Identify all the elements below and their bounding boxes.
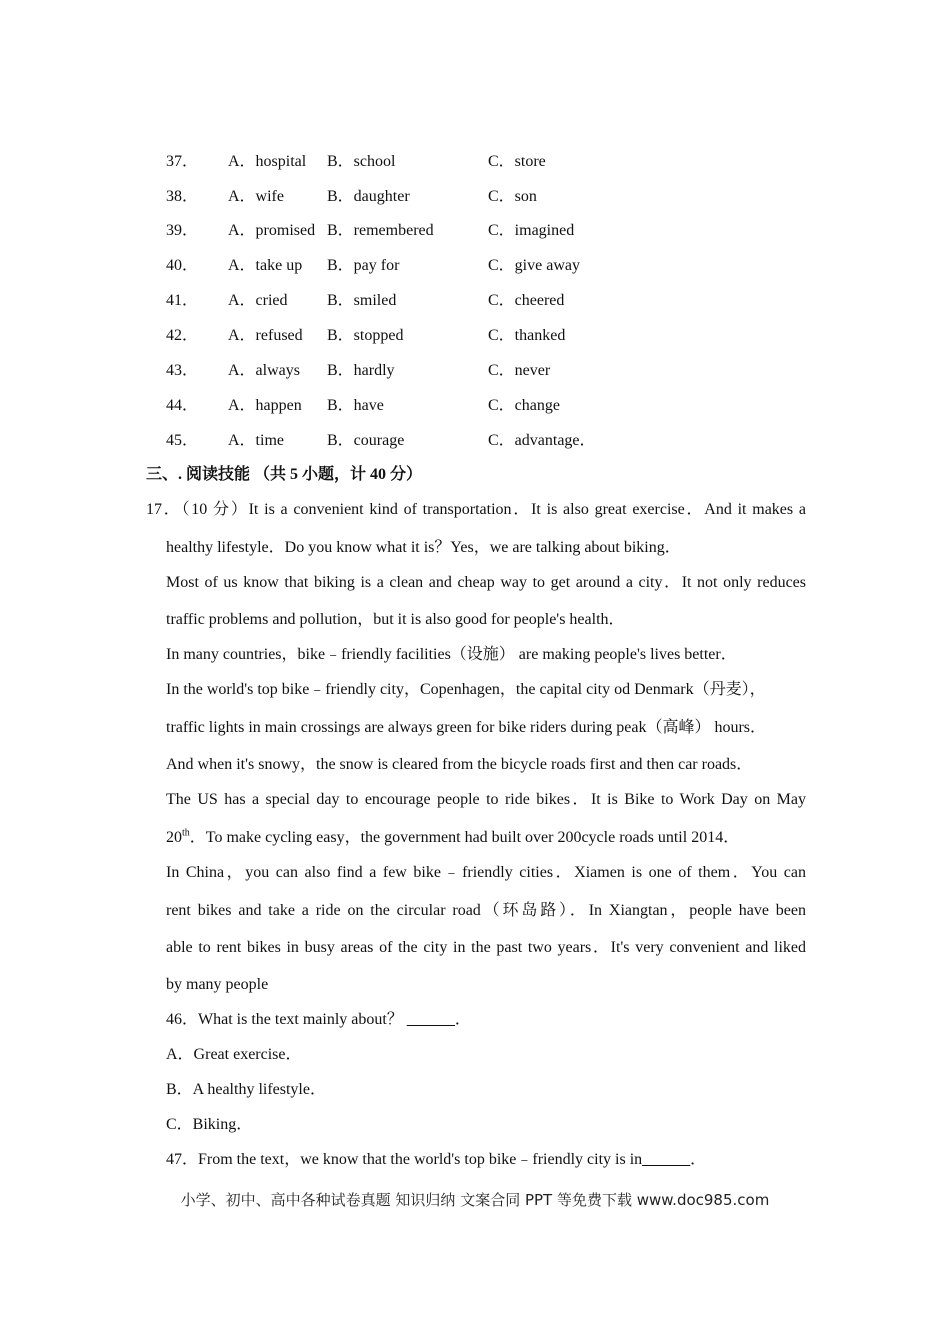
passage-line: traffic problems and pollution，but it is also good for people's health． [166,611,625,628]
question-number: 40． [166,257,199,274]
passage-line: And when it's snowy，the snow is cleared from the bicycle roads first and then car roads． [166,756,753,773]
question-number: 44． [166,397,199,414]
passage-line: 17．（10 分）It is a convenient kind of transportation．It is also great exercise．And it makes a [146,501,806,518]
option-row [166,290,806,312]
option-row [166,220,806,242]
option-b: B．have [327,397,384,414]
date-suffix: th [182,827,190,839]
option-row [166,325,806,347]
question-stem: 46．What is the text mainly about？ [166,1011,403,1028]
answer-blank: ______ [642,1151,691,1168]
option-c: C．son [488,188,537,205]
question-46-option-b: B．A healthy lifestyle． [166,1081,326,1098]
answer-blank: ______ [406,1011,455,1028]
option-c: C．imagined [488,222,575,239]
question-46-option-a: A．Great exercise． [166,1046,302,1063]
option-b: B．daughter [327,188,410,205]
passage-line [166,827,806,849]
question-stem: 47．From the text，we know that the world's top bike﹣friendly city is in [166,1151,643,1168]
passage-line: traffic lights in main crossings are always green for bike riders during peak（高峰） hours． [166,719,767,736]
passage-line: able to rent bikes in busy areas of the city in the past two years．It's very convenient and liked [166,939,806,956]
option-c: C．never [488,362,551,379]
option-b: B．remembered [327,222,434,239]
option-a: A．hospital [228,153,307,170]
question-number: 45． [166,432,199,449]
question-number: 43． [166,362,199,379]
date-number: 20 [166,829,182,846]
question-number: 38． [166,188,199,205]
option-row [166,360,806,382]
option-c: C．store [488,153,546,170]
option-a: A．wife [228,188,284,205]
question-46 [166,1009,806,1031]
passage-line: The US has a special day to encourage people to ride bikes．It is Bike to Work Day on May [166,791,806,808]
option-a: A．cried [228,292,288,309]
option-b: B．courage [327,432,405,449]
option-b: B．stopped [327,327,404,344]
option-b: B．pay for [327,257,400,274]
option-row [166,151,806,173]
passage-line: Most of us know that biking is a clean and cheap way to get around a city．It not only reduces [166,574,806,591]
question-47 [166,1149,806,1171]
passage-line: In many countries，bike﹣friendly facilities（设施） are making people's lives better． [166,646,737,663]
question-number: 41． [166,292,199,309]
option-row [166,430,806,452]
passage-line: In China，you can also find a few bike﹣friendly cities．Xiamen is one of them．You can [166,864,806,881]
option-row [166,186,806,208]
option-c: C．change [488,397,560,414]
passage-line: rent bikes and take a ride on the circular road（环岛路）．In Xiangtan，people have been [166,902,806,919]
option-c: C．cheered [488,292,565,309]
option-b: B．smiled [327,292,397,309]
option-b: B．hardly [327,362,395,379]
option-a: A．always [228,362,300,379]
question-end: ． [454,1011,471,1028]
page-footer: 小学、初中、高中各种试卷真题 知识归纳 文案合同 PPT 等免费下载 www.doc985.com [180,1191,770,1209]
passage-line-rest: ．To make cycling easy，the government had built over 200cycle roads until 2014． [189,829,740,846]
question-end: ． [690,1151,707,1168]
question-46-option-c: C．Biking． [166,1116,253,1133]
option-b: B．school [327,153,396,170]
option-c: C．advantage． [488,432,596,449]
option-a: A．promised [228,222,316,239]
question-number: 37． [166,153,199,170]
option-c: C．give away [488,257,580,274]
option-row [166,395,806,417]
option-row [166,255,806,277]
passage-line: by many people [166,976,269,993]
option-a: A．happen [228,397,302,414]
option-a: A．refused [228,327,303,344]
question-number: 42． [166,327,199,344]
question-number: 39． [166,222,199,239]
option-a: A．time [228,432,284,449]
option-a: A．take up [228,257,303,274]
option-c: C．thanked [488,327,566,344]
passage-line: In the world's top bike﹣friendly city，Copenhagen，the capital city od Denmark（丹麦）， [166,681,766,698]
passage-line: healthy lifestyle．Do you know what it is？Yes，we are talking about biking． [166,539,681,556]
section-title: 三、. 阅读技能 （共 5 小题，计 40 分） [146,466,423,483]
